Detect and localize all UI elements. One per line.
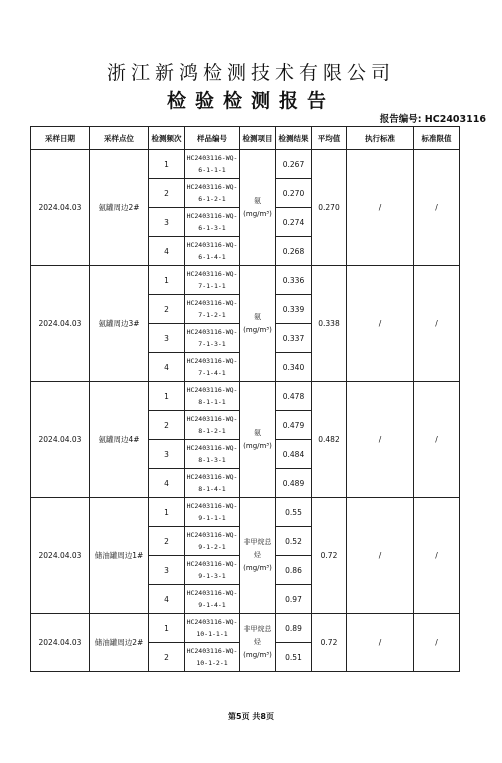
frequency-cell: 1 <box>149 266 185 295</box>
result-cell: 0.270 <box>276 179 312 208</box>
table-header-row <box>31 127 460 150</box>
table-row <box>31 498 460 527</box>
result-cell: 0.268 <box>276 237 312 266</box>
sample-id-line: 7-1-4-1 <box>198 369 226 377</box>
test-item-line: (mg/m³) <box>243 651 272 659</box>
test-item-line: (mg/m³) <box>243 441 272 450</box>
frequency-cell: 1 <box>149 382 185 411</box>
report-number: 报告编号: HC2403116 <box>379 114 486 125</box>
result-cell: 0.89 <box>276 614 312 643</box>
sample-id-line: HC2403116-WQ- <box>186 415 238 423</box>
sample-id-line: 7-1-3-1 <box>198 340 226 348</box>
standard-cell: / <box>347 382 414 498</box>
result-cell: 0.336 <box>276 266 312 295</box>
sample-id-cell <box>185 643 240 672</box>
sample-id-line: HC2403116-WQ- <box>186 183 238 191</box>
header-average: 平均值 <box>312 127 347 150</box>
sample-id-cell <box>185 411 240 440</box>
result-cell: 0.340 <box>276 353 312 382</box>
average-cell: 0.482 <box>312 382 347 498</box>
test-item-line: 烃 <box>254 638 261 646</box>
average-cell: 0.338 <box>312 266 347 382</box>
sample-id-cell <box>185 614 240 643</box>
sample-id-cell <box>185 324 240 353</box>
test-item-line: (mg/m³) <box>243 325 272 334</box>
sample-id-line: 8-1-4-1 <box>198 485 226 493</box>
frequency-cell: 3 <box>149 556 185 585</box>
frequency-cell: 2 <box>149 527 185 556</box>
sample-id-line: 6-1-3-1 <box>198 224 226 232</box>
frequency-cell: 1 <box>149 498 185 527</box>
test-item-cell <box>240 614 276 672</box>
average-cell: 0.72 <box>312 614 347 672</box>
sample-id-line: 6-1-1-1 <box>198 166 226 174</box>
sample-id-line: HC2403116-WQ- <box>186 589 238 597</box>
frequency-cell: 4 <box>149 585 185 614</box>
sample-id-cell <box>185 498 240 527</box>
test-item-line: 烃 <box>254 551 261 559</box>
sample-id-cell <box>185 353 240 382</box>
frequency-cell: 1 <box>149 150 185 179</box>
sampling-point-cell: 储油罐周边1# <box>90 498 149 614</box>
sample-id-cell <box>185 150 240 179</box>
header-result: 检测结果 <box>276 127 312 150</box>
sample-id-line: HC2403116-WQ- <box>186 241 238 249</box>
frequency-cell: 2 <box>149 295 185 324</box>
test-item-cell <box>240 498 276 614</box>
sample-id-line: HC2403116-WQ- <box>186 531 238 539</box>
table-row <box>31 266 460 295</box>
sample-id-line: 7-1-1-1 <box>198 282 226 290</box>
limit-cell: / <box>414 150 460 266</box>
page-number: 第5页 共8页 <box>228 712 274 721</box>
test-item-line: (mg/m³) <box>243 564 272 572</box>
sample-id-cell <box>185 527 240 556</box>
sample-id-line: HC2403116-WQ- <box>186 560 238 568</box>
result-cell: 0.55 <box>276 498 312 527</box>
result-cell: 0.97 <box>276 585 312 614</box>
sample-id-line: HC2403116-WQ- <box>186 270 238 278</box>
sample-id-line: HC2403116-WQ- <box>186 299 238 307</box>
sample-id-line: 8-1-1-1 <box>198 398 226 406</box>
result-cell: 0.86 <box>276 556 312 585</box>
sampling-date-cell: 2024.04.03 <box>31 382 90 498</box>
result-cell: 0.489 <box>276 469 312 498</box>
sample-id-cell <box>185 266 240 295</box>
sample-id-line: 10-1-2-1 <box>196 659 228 667</box>
sample-id-line: HC2403116-WQ- <box>186 502 238 510</box>
results-table <box>30 126 460 672</box>
standard-cell: / <box>347 614 414 672</box>
test-item-line: 非甲烷总 <box>243 538 272 546</box>
sample-id-cell <box>185 469 240 498</box>
sample-id-cell <box>185 440 240 469</box>
test-item-line: 氨 <box>254 312 261 321</box>
average-cell: 0.270 <box>312 150 347 266</box>
sample-id-line: HC2403116-WQ- <box>186 444 238 452</box>
frequency-cell: 2 <box>149 643 185 672</box>
sample-id-line: 8-1-3-1 <box>198 456 226 464</box>
sample-id-cell <box>185 585 240 614</box>
sample-id-line: HC2403116-WQ- <box>186 473 238 481</box>
test-item-line: 非甲烷总 <box>243 625 272 633</box>
sampling-point-cell: 氨罐周边4# <box>90 382 149 498</box>
sample-id-line: HC2403116-WQ- <box>186 328 238 336</box>
limit-cell: / <box>414 382 460 498</box>
result-cell: 0.274 <box>276 208 312 237</box>
sample-id-line: 6-1-4-1 <box>198 253 226 261</box>
header-sample-id: 样品编号 <box>185 127 240 150</box>
sampling-date-cell: 2024.04.03 <box>31 614 90 672</box>
standard-cell: / <box>347 498 414 614</box>
table-row <box>31 382 460 411</box>
test-item-cell <box>240 382 276 498</box>
test-item-cell <box>240 266 276 382</box>
frequency-cell: 4 <box>149 237 185 266</box>
frequency-cell: 2 <box>149 411 185 440</box>
result-cell: 0.339 <box>276 295 312 324</box>
frequency-cell: 3 <box>149 208 185 237</box>
test-item-line: 氨 <box>254 428 261 437</box>
test-item-line: (mg/m³) <box>243 209 272 218</box>
header-sampling-point: 采样点位 <box>90 127 149 150</box>
test-item-line: 氨 <box>254 196 261 205</box>
frequency-cell: 1 <box>149 614 185 643</box>
sample-id-line: 10-1-1-1 <box>196 630 228 638</box>
sample-id-line: HC2403116-WQ- <box>186 154 238 162</box>
sample-id-line: HC2403116-WQ- <box>186 212 238 220</box>
standard-cell: / <box>347 150 414 266</box>
sample-id-line: HC2403116-WQ- <box>186 618 238 626</box>
frequency-cell: 3 <box>149 324 185 353</box>
result-cell: 0.337 <box>276 324 312 353</box>
header-sampling-date: 采样日期 <box>31 127 90 150</box>
result-cell: 0.478 <box>276 382 312 411</box>
test-item-cell <box>240 150 276 266</box>
sampling-date-cell: 2024.04.03 <box>31 498 90 614</box>
sample-id-line: 9-1-2-1 <box>198 543 226 551</box>
sample-id-cell <box>185 208 240 237</box>
sample-id-cell <box>185 295 240 324</box>
sample-id-line: 6-1-2-1 <box>198 195 226 203</box>
report-title: 检验检测报告 <box>166 90 335 112</box>
sampling-point-cell: 储油罐周边2# <box>90 614 149 672</box>
result-cell: 0.51 <box>276 643 312 672</box>
result-cell: 0.484 <box>276 440 312 469</box>
sample-id-line: HC2403116-WQ- <box>186 357 238 365</box>
frequency-cell: 3 <box>149 440 185 469</box>
result-cell: 0.479 <box>276 411 312 440</box>
header-limit: 标准限值 <box>414 127 460 150</box>
sample-id-line: 9-1-3-1 <box>198 572 226 580</box>
frequency-cell: 2 <box>149 179 185 208</box>
header-standard: 执行标准 <box>347 127 414 150</box>
limit-cell: / <box>414 266 460 382</box>
sample-id-cell <box>185 179 240 208</box>
company-name: 浙江新鸿检测技术有限公司 <box>106 62 395 84</box>
sampling-date-cell: 2024.04.03 <box>31 266 90 382</box>
sample-id-cell <box>185 382 240 411</box>
table-row <box>31 150 460 179</box>
result-cell: 0.267 <box>276 150 312 179</box>
frequency-cell: 4 <box>149 353 185 382</box>
sample-id-cell <box>185 556 240 585</box>
limit-cell: / <box>414 614 460 672</box>
average-cell: 0.72 <box>312 498 347 614</box>
limit-cell: / <box>414 498 460 614</box>
sample-id-line: 8-1-2-1 <box>198 427 226 435</box>
sample-id-line: HC2403116-WQ- <box>186 386 238 394</box>
sample-id-line: 7-1-2-1 <box>198 311 226 319</box>
sampling-date-cell: 2024.04.03 <box>31 150 90 266</box>
sample-id-line: HC2403116-WQ- <box>186 647 238 655</box>
table-row <box>31 614 460 643</box>
result-cell: 0.52 <box>276 527 312 556</box>
sampling-point-cell: 氨罐周边3# <box>90 266 149 382</box>
sample-id-line: 9-1-1-1 <box>198 514 226 522</box>
header-test-item: 检测项目 <box>240 127 276 150</box>
header-frequency: 检测频次 <box>149 127 185 150</box>
sample-id-line: 9-1-4-1 <box>198 601 226 609</box>
sampling-point-cell: 氨罐周边2# <box>90 150 149 266</box>
frequency-cell: 4 <box>149 469 185 498</box>
sample-id-cell <box>185 237 240 266</box>
standard-cell: / <box>347 266 414 382</box>
